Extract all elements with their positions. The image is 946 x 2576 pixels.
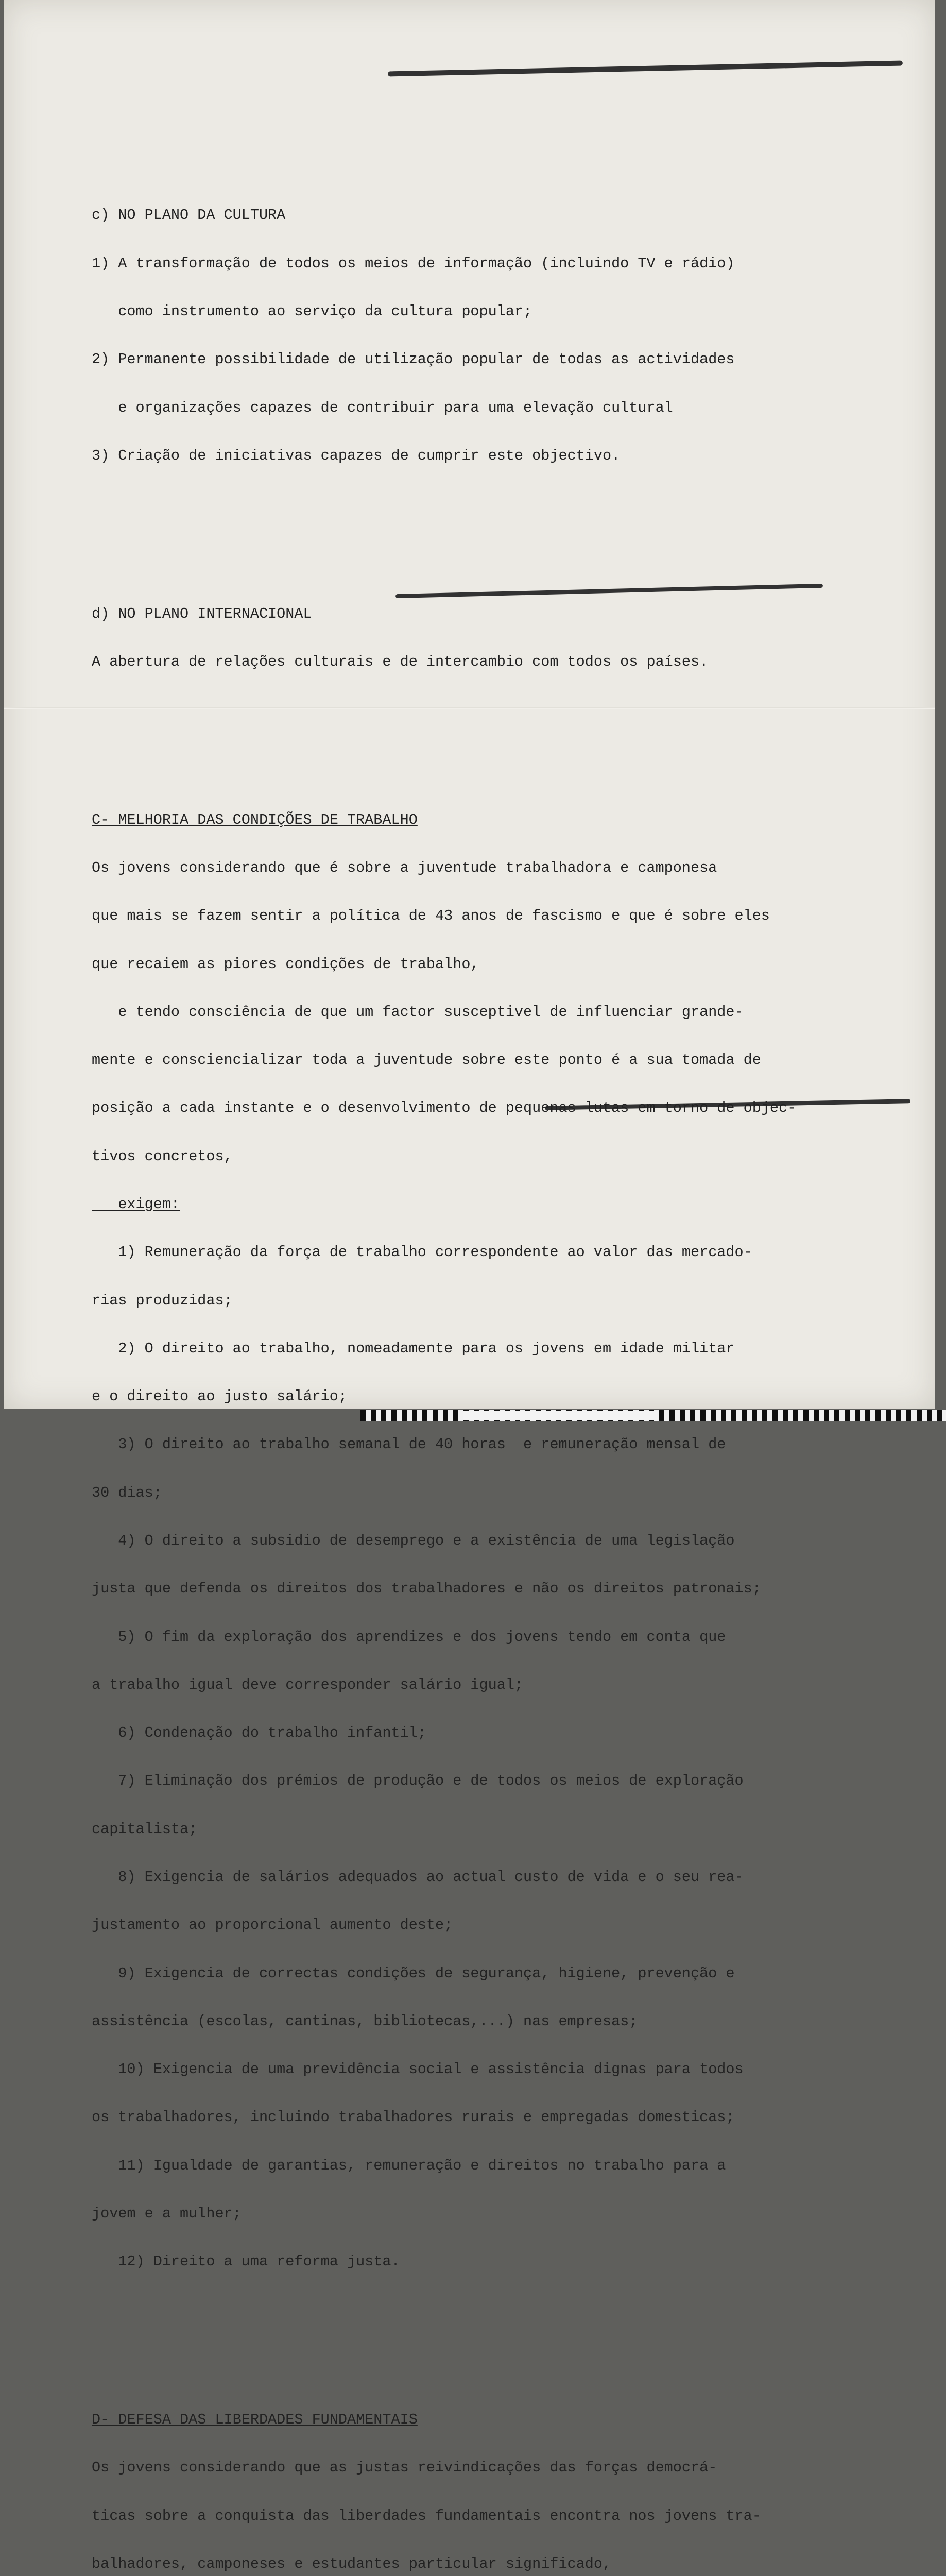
- text-line: e tendo consciência de que um factor susceptivel de influenciar grande-: [92, 1003, 744, 1021]
- text-line: justamento ao proporcional aumento deste;: [92, 1917, 453, 1934]
- text-line: 10) Exigencia de uma previdência social e assistência dignas para todos: [92, 2061, 744, 2078]
- text-line: tivos concretos,: [92, 1147, 233, 1165]
- section-d-internacional: [92, 573, 854, 702]
- text-line: rias produzidas;: [92, 1292, 233, 1309]
- section-heading: D- DEFESA DAS LIBERDADES FUNDAMENTAIS: [92, 2411, 418, 2429]
- text-line: jovem e a mulher;: [92, 2205, 242, 2222]
- text-line: assistência (escolas, cantinas, bibliotecas,...) nas empresas;: [92, 2012, 638, 2030]
- ink-strikethrough-smudge: [388, 61, 903, 77]
- text-line: mente e consciencializar toda a juventude sobre este ponto é a sua tomada de: [92, 1052, 761, 1069]
- text-line: 1) Remuneração da força de trabalho correspondente ao valor das mercado-: [92, 1244, 752, 1261]
- text-line: 2) Permanente possibilidade de utilização popular de todas as actividades: [92, 351, 735, 368]
- scale-ruler-white-segment: [463, 1411, 659, 1420]
- text-line: que recaiem as piores condições de trabalho,: [92, 955, 479, 973]
- text-line: 30 dias;: [92, 1484, 162, 1501]
- text-line: justa que defenda os direitos dos trabalhadores e não os direitos patronais;: [92, 1580, 761, 1598]
- text-line: 5) O fim da exploração dos aprendizes e dos jovens tendo em conta que: [92, 1628, 726, 1646]
- section-heading: d) NO PLANO INTERNACIONAL: [92, 605, 312, 622]
- text-line: 6) Condenação do trabalho infantil;: [92, 1724, 426, 1742]
- text-line: A abertura de relações culturais e de intercambio com todos os países.: [92, 653, 709, 670]
- text-line: 3) O direito ao trabalho semanal de 40 horas e remuneração mensal de: [92, 1436, 726, 1453]
- text-line: e organizações capazes de contribuir para uma elevação cultural: [92, 399, 673, 416]
- text-line: 4) O direito a subsidio de desemprego e a existência de uma legislação: [92, 1532, 735, 1549]
- section-C-trabalho: [92, 780, 854, 2302]
- text-line: 2) O direito ao trabalho, nomeadamente para os jovens em idade militar: [92, 1340, 735, 1357]
- text-line: 12) Direito a uma reforma justa.: [92, 2253, 400, 2270]
- text-line: balhadores, camponeses e estudantes particular significado,: [92, 2555, 612, 2572]
- text-line: 11) Igualdade de garantias, remuneração e direitos no trabalho para a: [92, 2157, 726, 2174]
- text-line: posição a cada instante e o desenvolvimento de pequenas lutas em torno de objec-: [92, 1099, 797, 1117]
- text-line: exigem:: [92, 1196, 180, 1213]
- section-D-liberdades: [92, 2380, 854, 2576]
- text-line: os trabalhadores, incluindo trabalhadores rurais e empregadas domesticas;: [92, 2109, 735, 2126]
- text-line: capitalista;: [92, 1820, 198, 1838]
- text-line: que mais se fazem sentir a política de 43 anos de fascismo e que é sobre eles: [92, 907, 770, 925]
- text-line: 1) A transformação de todos os meios de informação (incluindo TV e rádio): [92, 255, 735, 272]
- text-line: 8) Exigencia de salários adequados ao actual custo de vida e o seu rea-: [92, 1868, 744, 1886]
- section-c-cultura: [92, 175, 854, 496]
- section-heading: c) NO PLANO DA CULTURA: [92, 207, 286, 224]
- section-heading: C- MELHORIA DAS CONDIÇÕES DE TRABALHO: [92, 811, 418, 828]
- text-line: a trabalho igual deve corresponder salário igual;: [92, 1676, 524, 1693]
- text-line: ticas sobre a conquista das liberdades fundamentais encontra nos jovens tra-: [92, 2507, 761, 2524]
- text-line: Os jovens considerando que é sobre a juventude trabalhadora e camponesa: [92, 859, 717, 877]
- text-line: e o direito ao justo salário;: [92, 1388, 347, 1405]
- document-text: [92, 143, 854, 2576]
- text-line: Os jovens considerando que as justas reivindicações das forças democrá-: [92, 2459, 717, 2477]
- typewritten-page: [4, 0, 935, 2572]
- text-line: 7) Eliminação dos prémios de produção e de todos os meios de exploração: [92, 1772, 744, 1790]
- text-line: 3) Criação de iniciativas capazes de cumprir este objectivo.: [92, 447, 621, 464]
- text-line: 9) Exigencia de correctas condições de segurança, higiene, prevenção e: [92, 1964, 735, 1982]
- text-line: como instrumento ao serviço da cultura popular;: [92, 302, 532, 320]
